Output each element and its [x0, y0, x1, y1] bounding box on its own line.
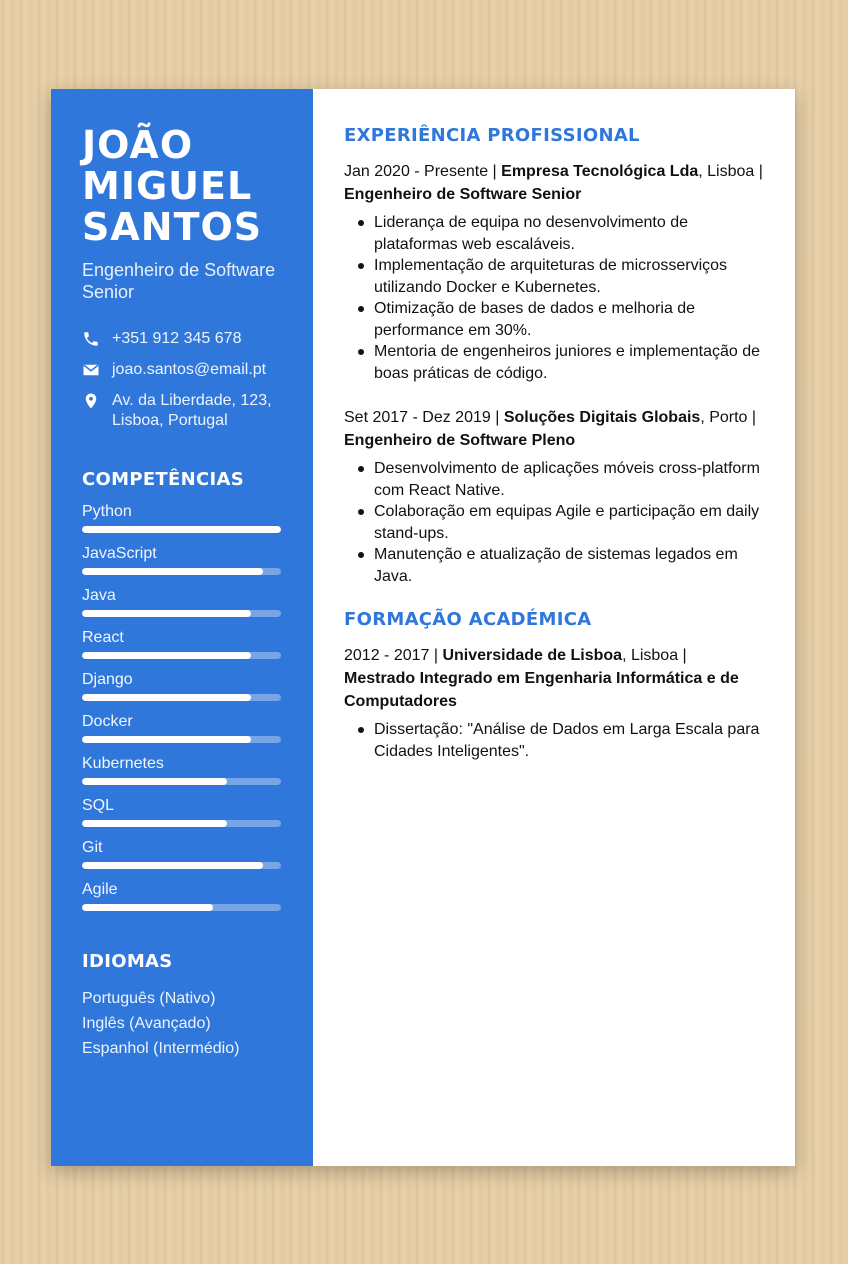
experience-heading: EXPERIÊNCIA PROFISSIONAL [344, 125, 640, 146]
job-bullets [344, 458, 765, 587]
skill-name: SQL [82, 797, 115, 814]
name-line-middle: MIGUEL [82, 164, 253, 208]
skill-name: Docker [82, 713, 133, 730]
name-line-first: JOÃO [82, 123, 194, 167]
job-entry [344, 160, 765, 384]
skill-item [82, 838, 282, 869]
language-item: Inglês (Avançado) [82, 1015, 211, 1032]
skill-level-fill [82, 904, 213, 911]
job-role: Engenheiro de Software Pleno [344, 432, 576, 449]
education-period: 2012 - 2017 | [344, 647, 443, 664]
name-line-last: SANTOS [82, 205, 263, 249]
skill-level-bar [82, 652, 281, 659]
skill-name: Git [82, 839, 103, 856]
languages-heading: IDIOMAS [82, 951, 173, 972]
main-content [313, 89, 795, 1166]
education-location: , Lisboa | [622, 647, 687, 664]
skill-level-bar [82, 862, 281, 869]
experience-section [344, 125, 765, 587]
skill-item [82, 754, 282, 785]
job-title: Engenheiro de Software Senior [82, 260, 276, 302]
skill-level-fill [82, 694, 251, 701]
skill-level-fill [82, 820, 227, 827]
skill-level-fill [82, 862, 263, 869]
languages-list [82, 986, 282, 1061]
resume-page [51, 89, 795, 1166]
education-heading: FORMAÇÃO ACADÉMICA [344, 609, 592, 630]
skill-level-bar [82, 778, 281, 785]
skill-name: Agile [82, 881, 118, 898]
languages-section [82, 951, 282, 1061]
email-text: joao.santos@email.pt [112, 361, 267, 378]
full-name [82, 125, 282, 248]
skill-level-bar [82, 694, 281, 701]
skill-name: Django [82, 671, 133, 688]
job-period: Set 2017 - Dez 2019 | [344, 409, 504, 426]
phone-text: +351 912 345 678 [112, 330, 242, 347]
job-header [344, 160, 765, 183]
skill-level-bar [82, 568, 281, 575]
skill-level-fill [82, 610, 251, 617]
experience-list [344, 160, 765, 587]
skill-level-fill [82, 652, 251, 659]
skill-name: Kubernetes [82, 755, 164, 772]
job-company: Soluções Digitais Globais [503, 409, 701, 426]
job-location: , Lisboa | [698, 163, 763, 180]
education-bullets [344, 719, 765, 762]
skill-item [82, 880, 282, 911]
skills-list [82, 502, 282, 911]
skill-level-bar [82, 820, 281, 827]
job-period: Jan 2020 - Presente | [344, 163, 502, 180]
job-bullet: Desenvolvimento de aplicações móveis cross-platform com React Native. [344, 458, 765, 501]
contact-address [82, 391, 282, 431]
education-bullet: Dissertação: "Análise de Dados em Larga Escala para Cidades Inteligentes". [344, 719, 765, 762]
skill-level-fill [82, 526, 281, 533]
job-role: Engenheiro de Software Senior [344, 186, 582, 203]
job-bullet: Otimização de bases de dados e melhoria de performance em 30%. [344, 298, 765, 341]
job-header [344, 406, 765, 429]
language-item: Português (Nativo) [82, 990, 216, 1007]
skill-name: JavaScript [82, 545, 157, 562]
contact-email [82, 360, 282, 380]
skills-heading: COMPETÊNCIAS [82, 469, 244, 490]
skill-item [82, 586, 282, 617]
skill-item [82, 796, 282, 827]
address-text: Av. da Liberdade, 123, Lisboa, Portugal [112, 392, 272, 429]
job-bullet: Liderança de equipa no desenvolvimento de plataformas web escaláveis. [344, 212, 765, 255]
skill-level-fill [82, 778, 227, 785]
skill-item [82, 628, 282, 659]
job-bullet: Colaboração em equipas Agile e participação em daily stand-ups. [344, 501, 765, 544]
skill-level-fill [82, 568, 263, 575]
skill-item [82, 544, 282, 575]
education-list [344, 644, 765, 762]
skill-level-bar [82, 610, 281, 617]
contact-phone [82, 329, 282, 349]
education-header [344, 644, 765, 667]
education-institution: Universidade de Lisboa [442, 647, 623, 664]
language-item: Espanhol (Intermédio) [82, 1040, 240, 1057]
contact-list [82, 329, 282, 431]
job-bullet: Implementação de arquiteturas de microsserviços utilizando Docker e Kubernetes. [344, 255, 765, 298]
job-location: , Porto | [700, 409, 757, 426]
skill-level-bar [82, 736, 281, 743]
skill-level-bar [82, 904, 281, 911]
job-bullet: Manutenção e atualização de sistemas legados em Java. [344, 544, 765, 587]
envelope-icon [82, 361, 100, 379]
location-pin-icon [82, 392, 100, 410]
job-company: Empresa Tecnológica Lda [501, 163, 699, 180]
skill-item [82, 670, 282, 701]
skill-name: Python [82, 503, 132, 520]
education-section [344, 609, 765, 762]
education-degree: Mestrado Integrado em Engenharia Informática e de Computadores [344, 670, 739, 710]
skill-name: React [82, 629, 124, 646]
job-bullet: Mentoria de engenheiros juniores e implementação de boas práticas de código. [344, 341, 765, 384]
skill-name: Java [82, 587, 116, 604]
skill-item [82, 712, 282, 743]
job-bullets [344, 212, 765, 384]
sidebar [51, 89, 313, 1166]
skill-item [82, 502, 282, 533]
skill-level-fill [82, 736, 251, 743]
job-entry [344, 406, 765, 587]
skill-level-bar [82, 526, 281, 533]
phone-icon [82, 330, 100, 348]
education-entry [344, 644, 765, 762]
